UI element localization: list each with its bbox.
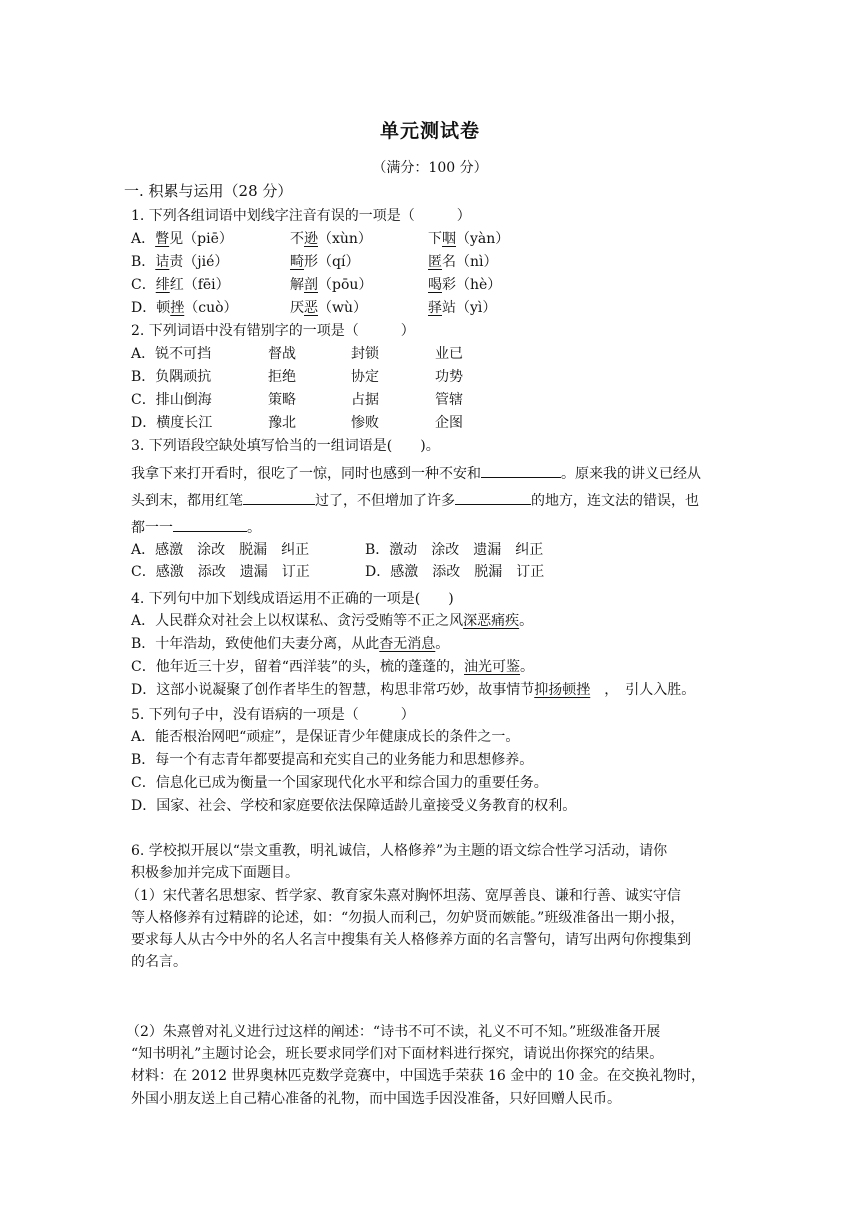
question-4-option-a: [131, 611, 533, 631]
option-text: 不: [290, 231, 304, 247]
option-text: （xùn）: [318, 231, 372, 247]
question-1-option-item: [290, 275, 372, 295]
underlined-idiom: 抑扬顿挫: [534, 682, 591, 698]
question-5-option-d: D．国家、社会、学校和家庭要依法保障适龄儿童接受义务教育的权利。: [131, 798, 577, 814]
fill-blank: [481, 463, 561, 478]
question-2-option-word: 功势: [435, 369, 463, 385]
question-2-option-word: 管辖: [435, 392, 463, 408]
question-3-option-b: B．激动 涂改 遗漏 纠正: [365, 542, 544, 558]
question-2-option-word: 惨败: [351, 415, 379, 431]
option-text: C．: [131, 277, 156, 293]
option-text: 下: [428, 231, 442, 247]
question-3-passage-line: [131, 517, 261, 538]
full-score-note: （满分：100 分）: [372, 160, 488, 176]
question-4-stem: 4. 下列句中加下划线成语运用不正确的一项是( ): [131, 591, 454, 607]
option-text: 厌: [290, 300, 304, 316]
question-3-option-a: A．感激 涂改 脱漏 纠正: [131, 542, 310, 558]
question-1-option-item: [131, 252, 228, 272]
question-4-option-c: [131, 657, 534, 677]
underlined-idiom: 油光可鉴: [464, 659, 521, 675]
underlined-character: 驿: [428, 300, 442, 316]
underlined-character: 瞥: [155, 231, 170, 247]
question-1-option-item: [428, 275, 501, 295]
question-5-option-a: A．能否根治网吧“顽症”，是保证青少年健康成长的条件之一。: [131, 729, 520, 745]
question-1-option-item: [428, 298, 496, 318]
option-text: 责（jié）: [169, 254, 229, 270]
option-text: D．这部小说凝聚了创作者毕生的智慧，构思非常巧妙，故事情节: [131, 682, 535, 698]
question-2-option-word: 业已: [435, 346, 463, 362]
question-4-option-b: [131, 634, 449, 654]
underlined-character: 恶: [304, 300, 318, 316]
underlined-character: 咽: [442, 231, 456, 247]
question-2-option-label: A．锐不可挡: [131, 346, 212, 362]
option-text: 顿: [156, 300, 171, 316]
passage-text: 。原来我的讲义已经从: [561, 466, 701, 482]
option-text: 。: [520, 659, 535, 675]
question-3-stem: 3. 下列语段空缺处填写恰当的一组词语是( )。: [131, 438, 440, 454]
option-text: 站（yì）: [442, 300, 497, 316]
question-2-option-label: C．排山倒海: [131, 392, 212, 408]
question-6-line: “知书明礼”主题讨论会，班长要求同学们对下面材料进行探究，请说出你探究的结果。: [131, 1046, 664, 1062]
question-2-option-word: 豫北: [268, 415, 296, 431]
option-text: （wù）: [318, 300, 367, 316]
question-2-option-word: 企图: [435, 415, 463, 431]
question-1-option-item: [131, 298, 238, 318]
question-6-line: 积极参加并完成下面题目。: [131, 865, 299, 881]
option-text: 形（qí）: [304, 254, 360, 270]
section-heading: 一. 积累与运用（28 分）: [124, 182, 293, 200]
question-1-option-item: [428, 252, 498, 272]
question-6-line: 外国小朋友送上自己精心准备的礼物，而中国选手因没准备，只好回赠人民币。: [131, 1091, 621, 1107]
underlined-character: 剖: [304, 277, 318, 293]
fill-blank: [243, 490, 315, 505]
underlined-character: 挫: [170, 300, 185, 316]
page-title: 单元测试卷: [379, 120, 480, 142]
option-text: 名（nì）: [442, 254, 498, 270]
option-text: A．: [131, 231, 156, 247]
option-text: 。: [435, 636, 450, 652]
underlined-character: 逊: [304, 231, 318, 247]
question-1-option-item: [131, 275, 230, 295]
question-2-option-label: D．横度长江: [131, 415, 213, 431]
question-3-option-c: C．感激 添改 遗漏 订正: [131, 564, 310, 580]
fill-blank: [173, 517, 247, 532]
option-text: B．: [131, 254, 156, 270]
question-2-option-word: 督战: [268, 346, 296, 362]
question-3-passage-line: [131, 490, 699, 511]
question-1-option-item: [428, 229, 509, 249]
question-1-option-item: [290, 252, 359, 272]
question-6-line: 6. 学校拟开展以“崇文重教，明礼诚信，人格修养”为主题的语文综合性学习活动，请你: [131, 843, 668, 859]
underlined-character: 喝: [428, 277, 442, 293]
option-text: C．他年近三十岁，留着“西洋装”的头，梳的蓬蓬的，: [131, 659, 465, 675]
question-2-option-word: 拒绝: [268, 369, 296, 385]
question-2-option-word: 封锁: [351, 346, 379, 362]
passage-text: 的地方，连文法的错误，也: [531, 493, 699, 509]
question-1-stem: 1. 下列各组词语中划线字注音有误的一项是（ ）: [131, 208, 471, 224]
option-text: 见（piē）: [169, 231, 233, 247]
underlined-character: 诘: [155, 254, 170, 270]
question-6-line: 的名言。: [131, 954, 187, 970]
underlined-character: 绯: [155, 277, 170, 293]
option-text: 。: [519, 613, 534, 629]
option-text: （pōu）: [318, 277, 373, 293]
option-text: 彩（hè）: [442, 277, 502, 293]
option-text: A．人民群众对社会上以权谋私、贪污受贿等不正之风: [131, 613, 464, 629]
question-6-line: （2）朱熹曾对礼义进行过这样的阐述：“诗书不可不读，礼义不可不知。”班级准备开展: [126, 1024, 661, 1040]
fill-blank: [455, 490, 531, 505]
underlined-idiom: 杳无消息: [379, 636, 436, 652]
question-2-option-label: B．负隅顽抗: [131, 369, 212, 385]
question-6-line: 等人格修养有过精辟的论述，如：“勿损人而利己，勿妒贤而嫉能。”班级准备出一期小报，: [131, 910, 685, 926]
question-1-option-item: [290, 298, 367, 318]
question-2-option-word: 占据: [351, 392, 379, 408]
passage-text: 我拿下来打开看时，很吃了一惊，同时也感到一种不安和: [131, 466, 481, 482]
option-text: 红（fēi）: [169, 277, 230, 293]
question-6-line: 要求每人从古今中外的名人名言中搜集有关人格修养方面的名言警句，请写出两句你搜集到: [131, 932, 691, 948]
underlined-idiom: 深恶痛疾: [463, 613, 520, 629]
underlined-character: 畸: [290, 254, 304, 270]
underlined-character: 匿: [428, 254, 442, 270]
question-5-option-c: C．信息化已成为衡量一个国家现代化水平和综合国力的重要任务。: [131, 775, 548, 791]
question-2-stem: 2. 下列词语中没有错别字的一项是（ ）: [131, 323, 415, 339]
option-text: B．十年浩劫，致使他们夫妻分离，从此: [131, 636, 380, 652]
option-text: 解: [290, 277, 304, 293]
question-2-option-word: 协定: [351, 369, 379, 385]
question-6-line: 材料：在 2012 世界奥林匹克数学竞赛中，中国选手荣获 16 金中的 10 金。在交换礼物时，: [131, 1068, 705, 1084]
question-1-option-item: [290, 229, 372, 249]
question-5-stem: 5. 下列句子中，没有语病的一项是（ ）: [131, 707, 415, 723]
question-1-option-item: [131, 229, 233, 249]
option-text: （cuò）: [184, 300, 238, 316]
question-5-option-b: B．每一个有志青年都要提高和充实自己的业务能力和思想修养。: [131, 752, 534, 768]
question-4-option-d: [131, 680, 695, 700]
question-3-option-d: D．感激 添改 脱漏 订正: [365, 564, 545, 580]
question-2-option-word: 策略: [268, 392, 296, 408]
question-6-line: （1）宋代著名思想家、哲学家、教育家朱熹对胸怀坦荡、宽厚善良、谦和行善、诚实守信: [126, 888, 681, 904]
option-text: （yàn）: [456, 231, 510, 247]
option-text: ， 引人入胜。: [590, 682, 696, 698]
passage-text: 头到末，都用红笔: [131, 493, 243, 509]
passage-text: 。: [247, 520, 261, 536]
option-text: D．: [131, 300, 157, 316]
question-3-passage-line: [131, 463, 701, 484]
passage-text: 都一一: [131, 520, 173, 536]
passage-text: 过了，不但增加了许多: [315, 493, 455, 509]
